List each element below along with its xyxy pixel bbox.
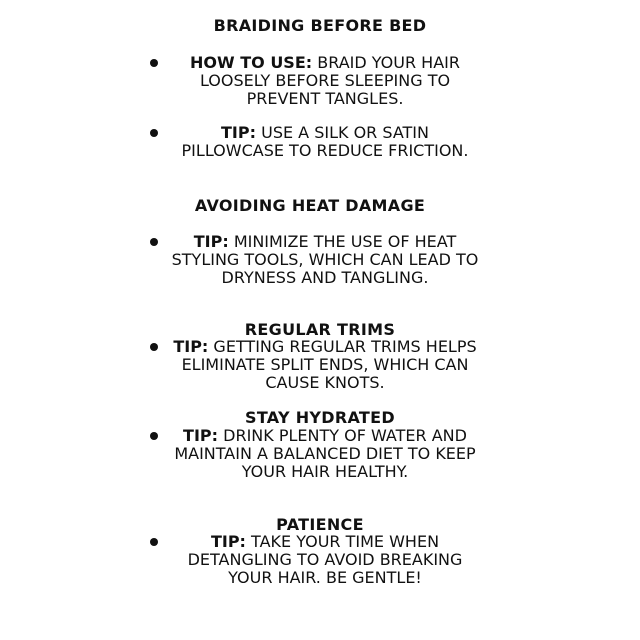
tip-label: TIP:: [221, 123, 257, 142]
heading-regular-trims: REGULAR TRIMS: [244, 320, 396, 339]
tip-label: HOW TO USE:: [190, 53, 313, 72]
bullet-icon: [150, 129, 158, 137]
tip-label: TIP:: [210, 532, 246, 551]
tip-patience: [170, 533, 480, 587]
bullet-icon: [150, 432, 158, 440]
tip-text: GETTING REGULAR TRIMS HELPS ELIMINATE SPLIT ENDS, WHICH CAN CAUSE KNOTS.: [181, 337, 477, 392]
tip-text: DRINK PLENTY OF WATER AND MAINTAIN A BALANCED DIET TO KEEP YOUR HAIR HEALTHY.: [174, 426, 476, 481]
tip-label: TIP:: [183, 426, 219, 445]
tip-regular-trims: [170, 338, 480, 392]
heading-patience: PATIENCE: [276, 515, 364, 534]
tip-text: USE A SILK OR SATIN PILLOWCASE TO REDUCE FRICTION.: [181, 123, 469, 160]
tip-braiding-how-to-use: [170, 54, 480, 108]
bullet-icon: [150, 538, 158, 546]
tip-stay-hydrated: [170, 427, 480, 481]
heading-avoiding-heat-damage: AVOIDING HEAT DAMAGE: [194, 196, 426, 215]
tip-text: MINIMIZE THE USE OF HEAT STYLING TOOLS, WHICH CAN LEAD TO DRYNESS AND TANGLING.: [171, 232, 479, 287]
heading-stay-hydrated: STAY HYDRATED: [245, 408, 395, 427]
bullet-icon: [150, 343, 158, 351]
tip-text: BRAID YOUR HAIR LOOSELY BEFORE SLEEPING TO PREVENT TANGLES.: [199, 53, 460, 108]
tip-text: TAKE YOUR TIME WHEN DETANGLING TO AVOID BREAKING YOUR HAIR. BE GENTLE!: [187, 532, 463, 587]
heading-braiding-before-bed: BRAIDING BEFORE BED: [213, 16, 427, 35]
tip-label: TIP:: [193, 232, 229, 251]
tip-heat-styling: [170, 233, 480, 287]
bullet-icon: [150, 59, 158, 67]
tip-label: TIP:: [173, 337, 209, 356]
bullet-icon: [150, 238, 158, 246]
tip-braiding-pillowcase: [170, 124, 480, 160]
